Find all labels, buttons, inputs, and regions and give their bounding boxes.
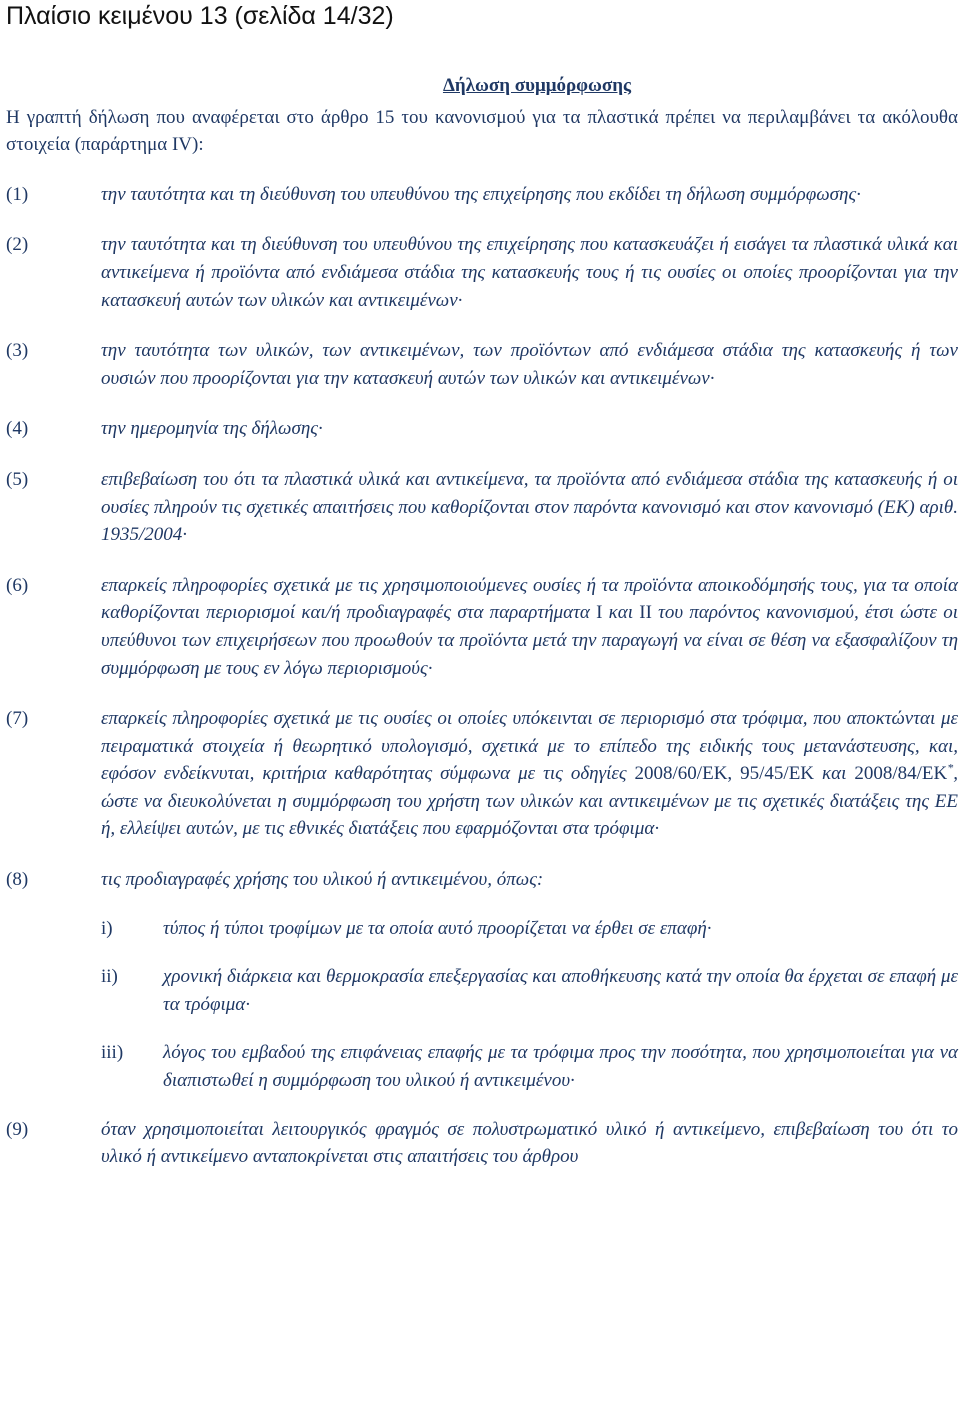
- item-number: (9): [6, 1118, 29, 1140]
- list-item-6: [6, 572, 958, 682]
- item-number: (3): [6, 340, 29, 362]
- annex-reference: I: [596, 602, 603, 624]
- sub-item-number: iii): [101, 1042, 124, 1064]
- item-text: [101, 705, 958, 843]
- item-text: τις προδιαγραφές χρήσης του υλικού ή αντικειμένου, όπως:: [101, 869, 544, 891]
- list-item-8: [6, 866, 958, 894]
- item-text: την ταυτότητα των υλικών, των αντικειμένων, των προϊόντων από ενδιάμεσα στάδια της κατασκευής ή των ουσιών που προορίζονται για την κατασκευή αυτών των υλικών και αντικειμένων·: [101, 340, 958, 389]
- item-number: (7): [6, 708, 29, 730]
- list-item-9: [6, 1116, 958, 1171]
- item-number: (2): [6, 234, 29, 256]
- sub-item-iii: [6, 1039, 958, 1094]
- item-text-part: και: [814, 763, 855, 785]
- item-text-part: επαρκείς πληροφορίες σχετικά με τις χρησιμοποιούμενες ουσίες ή τα προϊόντα αποικοδόμησής τους, για τα οποία καθορίζονται περιορισμοί και/ή προδιαγραφές στα παραρτήματα: [101, 574, 958, 624]
- sub-item-ii: [6, 963, 958, 1018]
- item-text: [101, 572, 958, 682]
- item-text: την ταυτότητα και τη διεύθυνση του υπευθύνου της επιχείρησης που εκδίδει τη δήλωση συμμόρφωσης·: [101, 183, 861, 205]
- list-item-2: [6, 231, 958, 314]
- document-heading: Δήλωση συμμόρφωσης: [442, 75, 632, 96]
- intro-paragraph: Η γραπτή δήλωση που αναφέρεται στο άρθρο 15 του κανονισμού για τα πλαστικά πρέπει να περιλαμβάνει τα ακόλουθα στοιχεία (παράρτημα IV):: [6, 106, 958, 156]
- directive-reference: 2008/60/ΕΚ, 95/45/ΕΚ: [634, 763, 815, 785]
- list-item-4: [6, 415, 958, 443]
- item-text: επιβεβαίωση του ότι τα πλαστικά υλικά και αντικείμενα, τα προϊόντα από ενδιάμεσα στάδια της κατασκευής ή οι ουσίες πληρούν τις σχετικές απαιτήσεις που καθορίζονται στον παρόντα κανονισμό και στον κανονισμό (ΕΚ) αριθ. 1935/2004·: [101, 468, 958, 546]
- item-text-part: επαρκείς πληροφορίες σχετικά με τις ουσίες οι οποίες υπόκεινται σε περιορισμό στα τρόφιμα, που αποκτώνται με πειραματικά στοιχεία ή θεωρητικό υπολογισμό, σχετικά με το επίπεδο της ειδικής τους μετανάστευσης, και, εφόσον ενδείκνυται, κριτήρια καθαρότητας σύμφωνα με τις οδηγίες: [101, 708, 958, 785]
- list-item-7: [6, 705, 958, 843]
- item-text: την ημερομηνία της δήλωσης·: [101, 418, 323, 440]
- item-text-part: του παρόντος κανονισμού, έτσι ώστε οι υπεύθυνοι των επιχειρήσεων που προωθούν τα προϊόντα μετά την παραγωγή να είναι σε θέση να εξασφαλίζουν τη συμμόρφωση με τους εν λόγω περιορισμούς·: [101, 602, 958, 679]
- item-text: την ταυτότητα και τη διεύθυνση του υπευθύνου της επιχείρησης που κατασκευάζει ή εισάγει τα πλαστικά υλικά και αντικείμενα ή προϊόντα από ενδιάμεσα στάδια της κατασκευής τους ή τις ουσίες οι οποίες προορίζονται για την κατασκευή αυτών των υλικών και αντικειμένων·: [101, 234, 958, 311]
- sub-item-number: ii): [101, 966, 118, 988]
- list-item-1: [6, 181, 958, 209]
- footnote-mark: *: [947, 760, 954, 775]
- list-item-3: [6, 337, 958, 392]
- item-text-part: και: [602, 602, 640, 624]
- sub-item-number: i): [101, 917, 113, 939]
- sub-item-text: τύπος ή τύποι τροφίμων με τα οποία αυτό προορίζεται να έρθει σε επαφή·: [163, 917, 712, 939]
- item-text: όταν χρησιμοποιείται λειτουργικός φραγμός σε πολυστρωματικό υλικό ή αντικείμενο, επιβεβαίωση του ότι το υλικό ή αντικείμενο ανταποκρίνεται στις απαιτήσεις του άρθρου: [101, 1118, 958, 1168]
- item-number: (6): [6, 574, 29, 596]
- list-item-5: [6, 466, 958, 549]
- sub-item-text: χρονική διάρκεια και θερμοκρασία επεξεργασίας και αποθήκευσης κατά την οποία θα έρχεται σε επαφή με τα τρόφιμα·: [163, 966, 958, 1015]
- sub-item-i: [6, 915, 958, 943]
- annex-reference: II: [639, 602, 652, 624]
- document-body: [6, 72, 958, 1194]
- item-number: (4): [6, 418, 29, 440]
- directive-reference: 2008/84/ΕΚ: [854, 763, 948, 785]
- item-number: (8): [6, 869, 29, 891]
- item-text-part: , ώστε να διευκολύνεται η συμμόρφωση του χρήστη των υλικών και αντικειμένων με τις σχετικές διατάξεις της ΕΕ ή, ελλείψει αυτών, με τις εθνικές διατάξεις που εφαρμόζονται στα τρόφιμα·: [101, 763, 958, 840]
- item-number: (1): [6, 183, 29, 205]
- page-title: Πλαίσιο κειμένου 13 (σελίδα 14/32): [6, 2, 394, 30]
- item-number: (5): [6, 468, 29, 490]
- sub-item-text: λόγος του εμβαδού της επιφάνειας επαφής με τα τρόφιμα προς την ποσότητα, που χρησιμοποιείται για να διαπιστωθεί η συμμόρφωση του υλικού ή αντικειμένου·: [163, 1042, 958, 1092]
